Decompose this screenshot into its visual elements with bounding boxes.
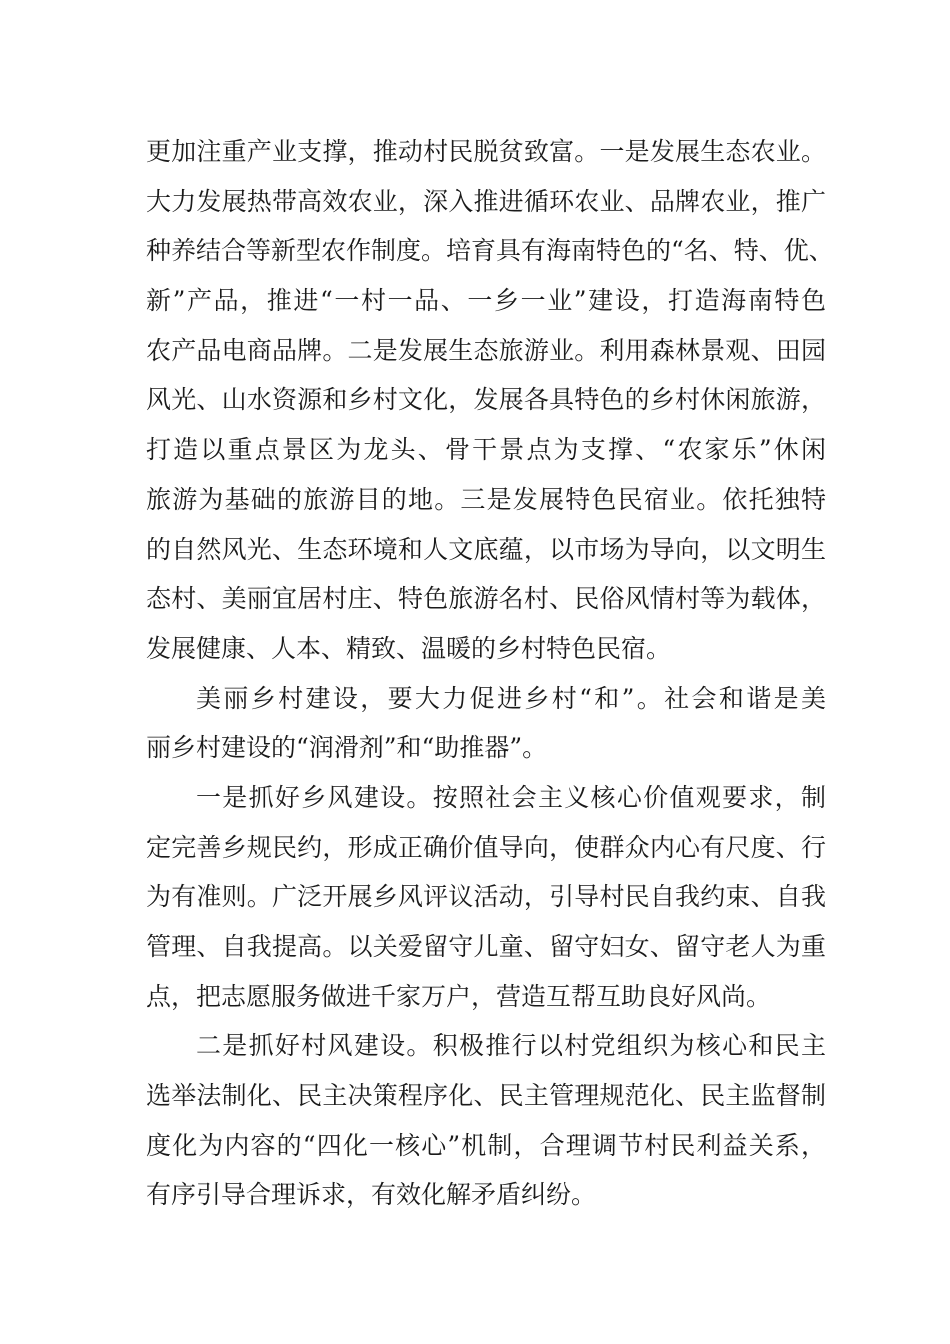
- paragraph-2: [146, 674, 826, 773]
- text-line: 农产品电商品牌。二是发展生态旅游业。利用森林景观、田园: [146, 335, 826, 365]
- text-line: 选举法制化、民主决策程序化、民主管理规范化、民主监督制: [146, 1081, 826, 1111]
- text-line: 风光、山水资源和乡村文化，发展各具特色的乡村休闲旅游，: [146, 385, 826, 415]
- text-line: 有序引导合理诉求，有效化解矛盾纠纷。: [146, 1180, 597, 1210]
- text-line: 新”产品，推进“一村一品、一乡一业”建设，打造海南特色: [146, 286, 826, 316]
- text-line: 的自然风光、生态环境和人文底蕴，以市场为导向，以文明生: [146, 534, 826, 564]
- paragraph-3: [146, 773, 826, 1021]
- text-line: 度化为内容的“四化一核心”机制，合理调节村民利益关系，: [146, 1130, 826, 1160]
- text-line: 管理、自我提高。以关爱留守儿童、留守妇女、留守老人为重: [146, 932, 826, 961]
- text-line: 一是抓好乡风建设。按照社会主义核心价值观要求，制: [196, 782, 826, 812]
- text-line: 旅游为基础的旅游目的地。三是发展特色民宿业。依托独特: [146, 484, 826, 514]
- text-line: 丽乡村建设的“润滑剂”和“助推器”。: [146, 733, 548, 763]
- text-line: 定完善乡规民约，形成正确价值导向，使群众内心有尺度、行: [146, 832, 826, 862]
- text-line: 大力发展热带高效农业，深入推进循环农业、品牌农业，推广: [146, 186, 826, 216]
- text-line: 更加注重产业支撑，推动村民脱贫致富。一是发展生态农业。: [146, 137, 826, 166]
- text-line: 态村、美丽宜居村庄、特色旅游名村、民俗风情村等为载体，: [146, 584, 826, 614]
- text-line: 二是抓好村风建设。积极推行以村党组织为核心和民主: [196, 1031, 826, 1061]
- text-line: 打造以重点景区为龙头、骨干景点为支撑、“农家乐”休闲: [146, 435, 826, 465]
- text-line: 种养结合等新型农作制度。培育具有海南特色的“名、特、优、: [146, 236, 834, 266]
- paragraph-4: [146, 1021, 826, 1220]
- text-line: 发展健康、人本、精致、温暖的乡村特色民宿。: [146, 633, 672, 663]
- document-body: [146, 127, 834, 1220]
- paragraph-1: [146, 127, 834, 674]
- text-line: 为有准则。广泛开展乡风评议活动，引导村民自我约束、自我: [146, 882, 826, 912]
- text-line: 点，把志愿服务做进千家万户，营造互帮互助良好风尚。: [146, 981, 772, 1011]
- text-line: 美丽乡村建设，要大力促进乡村“和”。社会和谐是美: [196, 683, 826, 713]
